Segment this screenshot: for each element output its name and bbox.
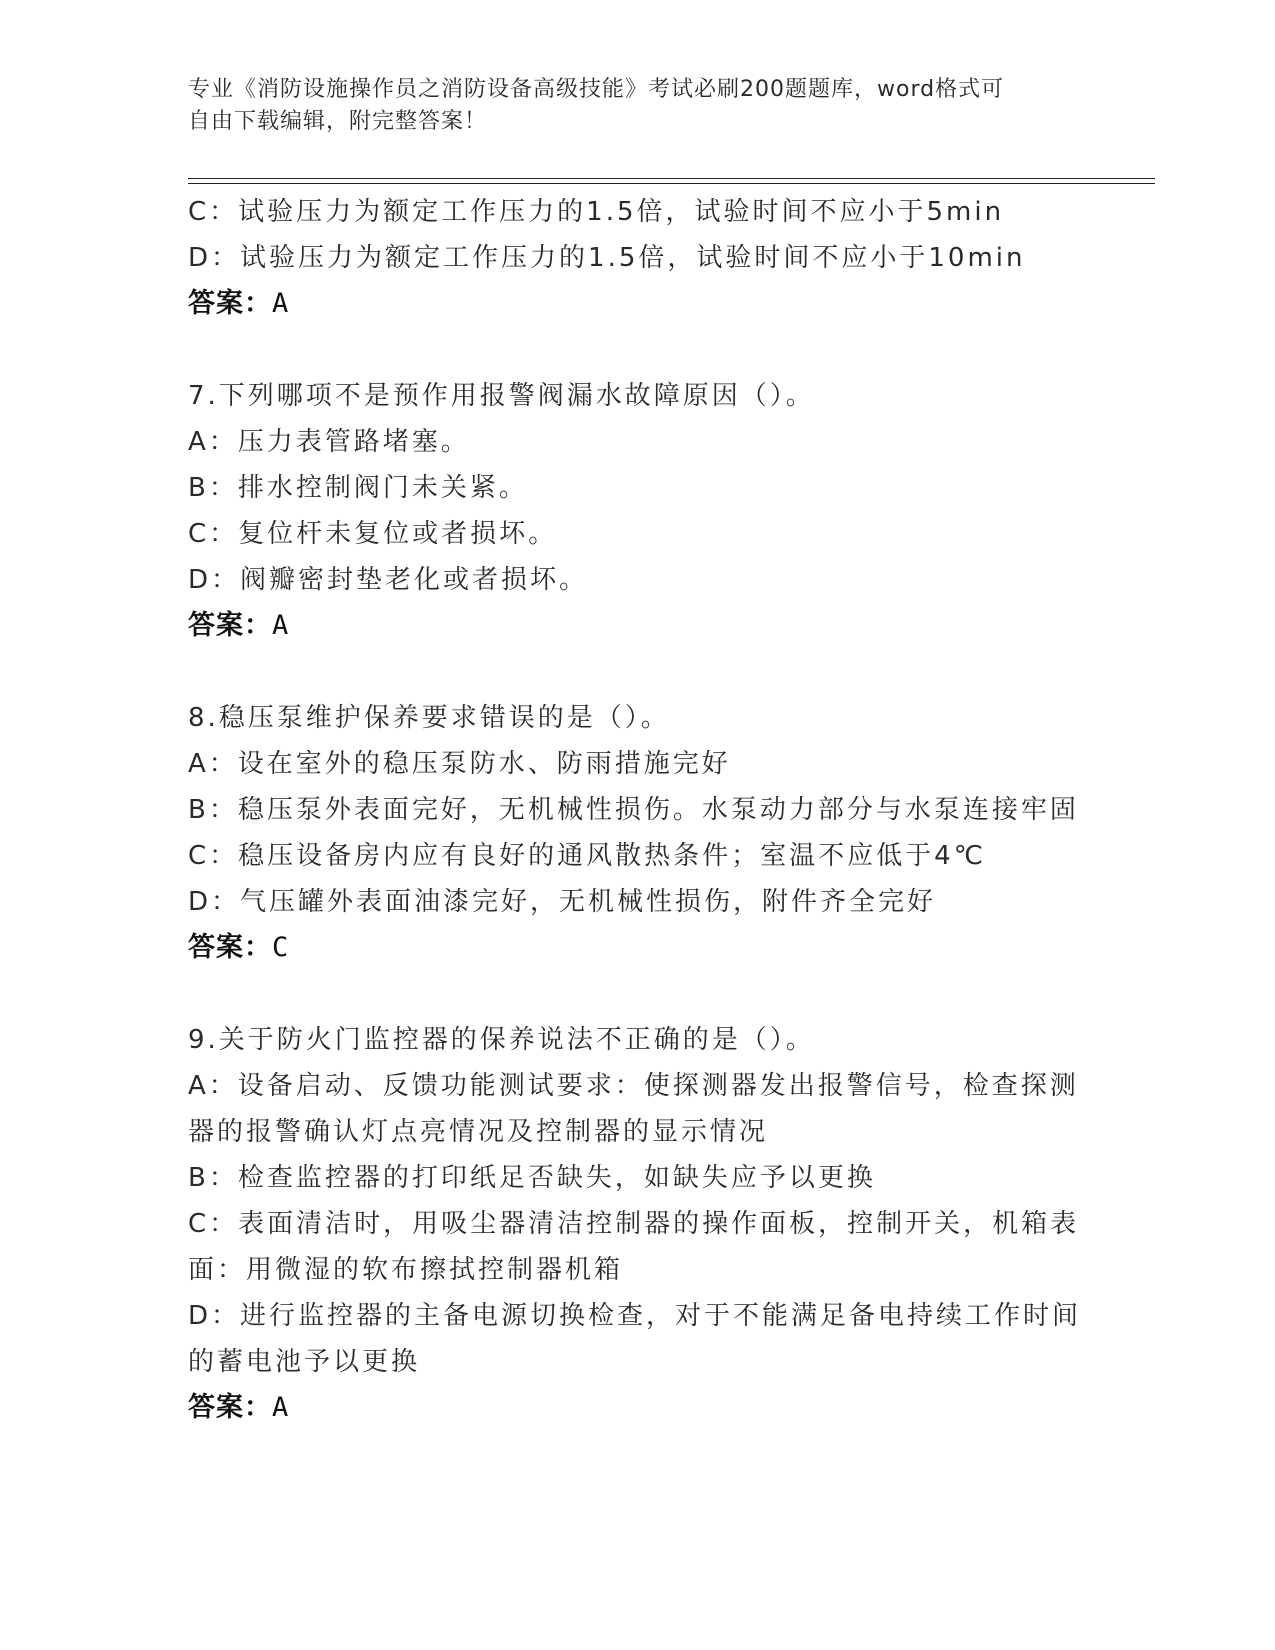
- q6-answer-value: A: [272, 288, 290, 319]
- q9-option-d-line-1: D：进行监控器的主备电源切换检查，对于不能满足备电持续工作时间: [188, 1301, 1082, 1331]
- q8-answer-label: 答案：: [188, 932, 272, 963]
- q9-option-c-line-1: C：表面清洁时，用吸尘器清洁控制器的操作面板，控制开关，机箱表: [188, 1209, 1080, 1239]
- q9-question: 9.关于防火门监控器的保养说法不正确的是（）。: [188, 1025, 815, 1055]
- q7-answer-label: 答案：: [188, 610, 272, 641]
- q8-option-c: C：稳压设备房内应有良好的通风散热条件；室温不应低于4℃: [188, 841, 986, 871]
- q6-option-c: C：试验压力为额定工作压力的1.5倍，试验时间不应小于5min: [188, 197, 1005, 227]
- q8-answer-value: C: [272, 932, 290, 963]
- q9-answer: [188, 1385, 1088, 1431]
- q6-answer: [188, 281, 1088, 327]
- header-divider-top: [188, 178, 1155, 179]
- q8-answer: [188, 925, 1088, 971]
- question-6-tail: [188, 189, 1088, 327]
- header-line-1: 专业《消防设施操作员之消防设备高级技能》考试必刷200题题库，word格式可: [188, 77, 1005, 102]
- document-header: [188, 74, 1068, 138]
- spacer: [188, 649, 1088, 695]
- q7-answer-value: A: [272, 610, 290, 641]
- q7-option-a: A：压力表管路堵塞。: [188, 427, 470, 457]
- q7-answer: [188, 603, 1088, 649]
- q8-option-d: D：气压罐外表面油漆完好，无机械性损伤，附件齐全完好: [188, 887, 937, 917]
- q7-option-b: B：排水控制阀门未关紧。: [188, 473, 528, 503]
- q6-option-d: D：试验压力为额定工作压力的1.5倍，试验时间不应小于10min: [188, 243, 1026, 273]
- question-content: [188, 189, 1088, 1431]
- header-line-2: 自由下载编辑，附完整答案！: [188, 109, 488, 134]
- q6-answer-label: 答案：: [188, 288, 272, 319]
- q8-option-a: A：设在室外的稳压泵防水、防雨措施完好: [188, 749, 731, 779]
- q9-option-a-line-2: 器的报警确认灯点亮情况及控制器的显示情况: [188, 1117, 769, 1147]
- q8-question: 8.稳压泵维护保养要求错误的是（）。: [188, 703, 670, 733]
- q9-option-b: B：检查监控器的打印纸足否缺失，如缺失应予以更换: [188, 1163, 876, 1193]
- q7-option-d: D：阀瓣密封垫老化或者损坏。: [188, 565, 589, 595]
- q7-question: 7.下列哪项不是预作用报警阀漏水故障原因（）。: [188, 381, 815, 411]
- question-8: [188, 695, 1088, 971]
- question-9: [188, 1017, 1088, 1431]
- spacer: [188, 971, 1088, 1017]
- q7-option-c: C：复位杆未复位或者损坏。: [188, 519, 558, 549]
- spacer: [188, 327, 1088, 373]
- header-divider-bottom: [188, 183, 1155, 184]
- question-7: [188, 373, 1088, 649]
- q8-option-b: B：稳压泵外表面完好，无机械性损伤。水泵动力部分与水泵连接牢固: [188, 795, 1079, 825]
- q9-option-d-line-2: 的蓄电池予以更换: [188, 1347, 421, 1377]
- q9-answer-value: A: [272, 1392, 290, 1423]
- q9-option-a-line-1: A：设备启动、反馈功能测试要求：使探测器发出报警信号，检查探测: [188, 1071, 1079, 1101]
- q9-answer-label: 答案：: [188, 1392, 272, 1423]
- q9-option-c-line-2: 面：用微湿的软布擦拭控制器机箱: [188, 1255, 624, 1285]
